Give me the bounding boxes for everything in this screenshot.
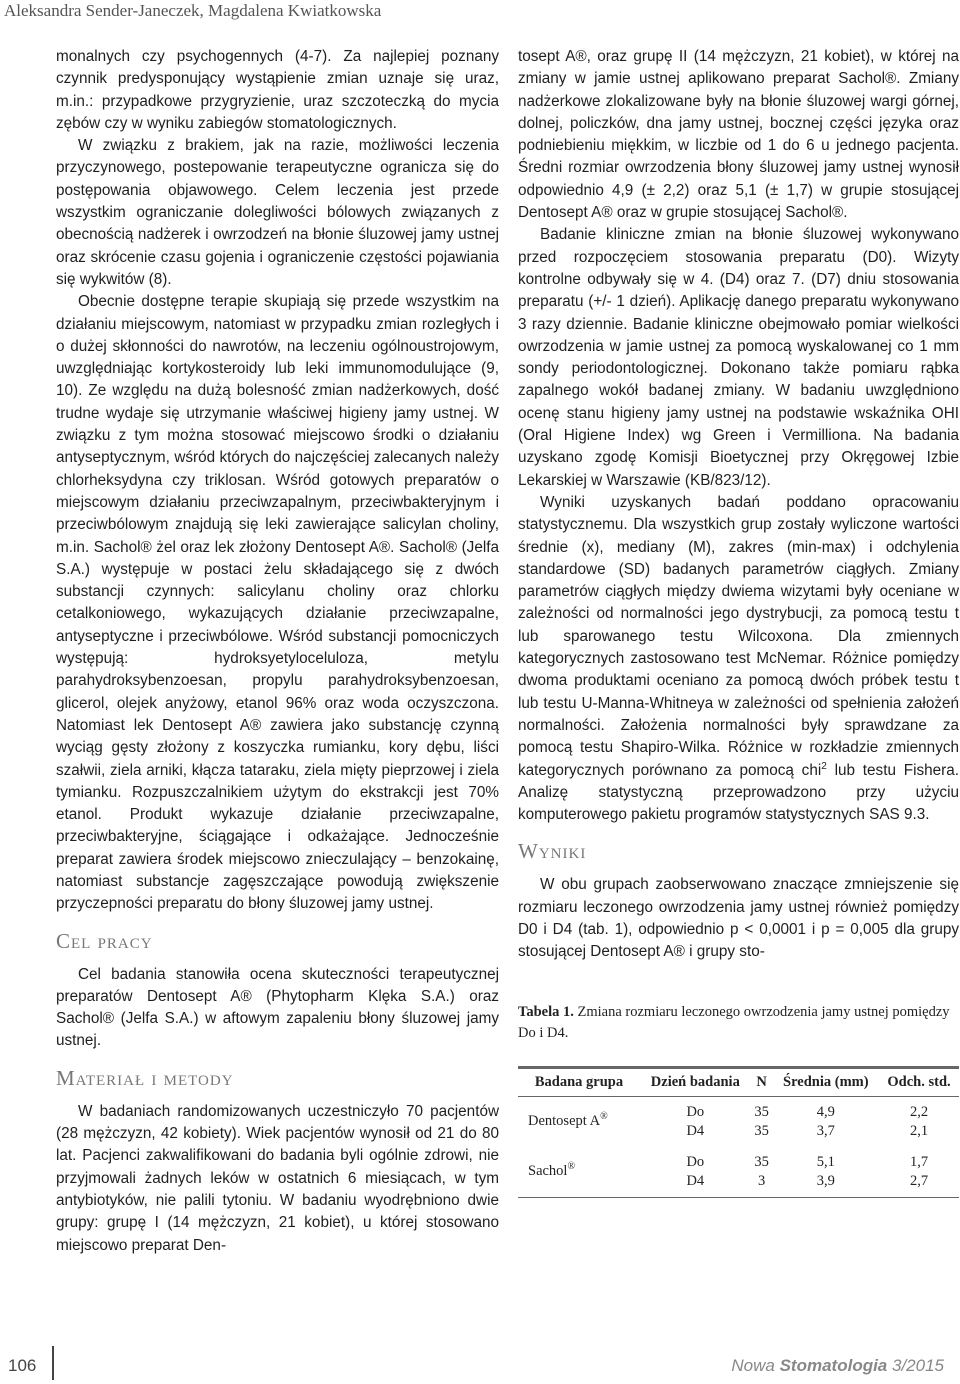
cell-value: 5,1 — [816, 1153, 835, 1170]
registered-mark: ® — [567, 1161, 576, 1173]
cell-value: 2,7 — [909, 1172, 929, 1189]
cell-value: 1,7 — [909, 1153, 929, 1170]
cell-value: D4 — [686, 1172, 705, 1189]
paragraph: W badaniach randomizowanych uczestniczyło 70 pacjentów (28 mężczyzn, 42 kobiety). Wiek pacjentów wynosił od 21 do 80 lat. Pacjenci zakwalifikowani do badania byli ogólnie zdrowi, nie przyjmowali żadnych leków w ostatnich 6 miesiącach, w tym antybiotyków, nie palili tytoniu. W badaniu wyodrębniono dwie grupy: grupę I (14 mężczyzn, 21 kobiet), u której stosowano miejscowo preparat Den- — [56, 1102, 499, 1254]
cell-value: 3 — [757, 1172, 766, 1189]
journal-issue: 3/2015 — [887, 1356, 944, 1375]
cell-value: D4 — [686, 1122, 705, 1139]
table-row — [518, 1096, 959, 1147]
journal-footer — [731, 1356, 944, 1376]
table-header-cell: N — [751, 1067, 773, 1096]
table-row — [518, 1147, 959, 1198]
table-header-cell: Odch. std. — [879, 1067, 959, 1096]
paragraph: monalnych czy psychogennych (4-7). Za najlepiej poznany czynnik predysponujący wystąpienie zmian uznaje się uraz, m.in.: przypadkowe przygryzienie, uraz szczoteczką do mycia zębów czy w wyniku zabiegów stomatologicznych. — [56, 48, 499, 132]
paragraph: Cel badania stanowiła ocena skuteczności terapeutycznej preparatów Dentosept A® (Phytopharm Klęka S.A.) oraz Sachol® (Jelfa S.A.) w aftowym zapaleniu błony śluzowej jamy ustnej. — [56, 965, 499, 1050]
group-label: Dentosept A — [528, 1113, 601, 1130]
footer-divider — [52, 1346, 54, 1380]
cell-value: 3,7 — [816, 1122, 835, 1139]
table-caption-label: Tabela 1. — [518, 1003, 574, 1020]
cell-value: 2,1 — [909, 1122, 929, 1139]
cell-value: 4,9 — [816, 1103, 835, 1120]
table-cell-day — [640, 1147, 751, 1198]
table-header-cell: Badana grupa — [518, 1067, 640, 1096]
table-cell-n — [751, 1147, 773, 1198]
cell-value: 3,9 — [816, 1172, 835, 1189]
paragraph — [518, 492, 959, 826]
table-cell-n — [751, 1096, 773, 1147]
journal-name-bold: Stomatologia — [779, 1356, 888, 1375]
table-cell-sd — [879, 1096, 959, 1147]
paragraph: Badanie kliniczne zmian na błonie śluzowej wykonywano przed rozpoczęciem stosowania preparatu (D0). Wizyty kontrolne odbywały się w 4. (D4) oraz 7. (D7) dniu stosowania preparatu (+/- 1 dzień). Aplikację danego preparatu wykonywano 3 razy dziennie. Badanie kliniczne obejmowało pomiar wielkości owrzodzenia w jamie ustnej za pomocą wyskalowanej co 1 mm sondy periodontologicznej. Dokonano także pomiaru rąbka zapalnego wokół badanej zmiany. W badaniu uwzględniono ocenę stanu higieny jamy ustnej na podstawie wskaźnika OHI (Oral Higiene Index) wg Green i Vermilliona. Na badania uzyskano zgodę Komisji Bioetycznej przy Okręgowej Izbie Lekarskiej w Warszawie (KB/823/12). — [518, 226, 959, 489]
paragraph: W obu grupach zaobserwowano znaczące zmniejszenie się rozmiaru leczonego owrzodzenia jamy ustnej również pomiędzy D0 i D4 (tab. 1), odpowiednio p < 0,0001 i p = 0,005 dla grupy stosującej Dentosept A® i grupy sto- — [518, 876, 959, 961]
cell-value: Do — [686, 1153, 705, 1170]
paragraph: tosept A®, oraz grupę II (14 mężczyzn, 21 kobiet), w której na zmiany w jamie ustnej aplikowano preparat Sachol®. Zmiany nadżerkowe zlokalizowane były na błonie śluzowej wargi górnej, dolnej, policzków, dna jamy ustnej, bocznej części języka oraz podniebieniu miękkim, w liczbie od 1 do 6 u jednego pacjenta. Średni rozmiar owrzodzenia błony śluzowej jamy ustnej wynosił odpowiednio 4,9 (± 2,2) oraz 5,1 (± 1,7) w grupie stosującej Dentosept A® oraz w grupie stosującej Sachol®. — [518, 48, 959, 222]
table-header-row — [518, 1067, 959, 1096]
section-heading-results: Wyniki — [518, 839, 587, 864]
right-column — [518, 46, 959, 1198]
page-number: 106 — [8, 1356, 37, 1375]
paragraph: W związku z brakiem, jak na razie, możliwości leczenia przyczynowego, postepowanie terapeutyczne ogranicza się do postępowania objawowego. Celem leczenia jest przede wszystkim ograniczanie dolegliwości bólowych związanych z obecnością nadżerek i owrzodzeń na błonie śluzowej jamy ustnej oraz skrócenie czasu gojenia i ograniczenie częstości pojawiania się wykwitów (8). — [56, 137, 499, 288]
paragraph-part: Wyniki uzyskanych badań poddano opracowaniu statystycznemu. Dla wszystkich grup zostały wyliczone wartości średnie (x), mediany (M), zakres (min-max) i odchylenia standardowe (SD) badanych parametrów ciągłych. Zmiany parametrów ciągłych między dwiema wizytami były oceniane w zależności od normalności jego dystrybucji, za pomocą testu t lub sparowanego testu Wilcoxona. Dla zmiennych kategorycznych zastosowano test McNemar. Różnice pomiędzy dwoma produktami oceniano za pomocą dwóch próbek testu t lub testu U-Manna-Whitneya w zależności od spełnienia założeń normalności. Założenia normalności były sprawdzane za pomocą testu Shapiro-Wilka. Różnice w rozkładzie zmiennych kategorycznych porównano za pomocą chi — [518, 493, 959, 779]
section-heading-methods: Materiał i metody — [56, 1065, 234, 1090]
table-caption-text: Zmiana rozmiaru leczonego owrzodzenia jamy ustnej pomiędzy Do i D4. — [518, 1003, 950, 1041]
registered-mark: ® — [600, 1111, 608, 1123]
table-header-cell: Dzień badania — [640, 1067, 751, 1096]
cell-value: Do — [686, 1103, 705, 1120]
table-header-cell: Średnia (mm) — [773, 1067, 879, 1096]
table-cell-day — [640, 1096, 751, 1147]
cell-value: 35 — [754, 1122, 769, 1139]
paragraph-part: lub testu Fishera. Analizę statystyczną przeprowadzono przy użyciu komputerowego pakietu programów statystycznych SAS 9.3. — [518, 761, 959, 824]
cell-value: 2,2 — [909, 1103, 929, 1120]
left-column — [56, 46, 499, 1257]
journal-name: Nowa — [731, 1356, 780, 1375]
table-cell-mean — [773, 1147, 879, 1198]
table-cell-group — [518, 1147, 640, 1198]
results-table — [518, 1066, 959, 1198]
cell-value: 35 — [754, 1153, 769, 1170]
table-cell-group — [518, 1096, 640, 1147]
group-label: Sachol — [528, 1163, 568, 1180]
table-cell-mean — [773, 1096, 879, 1147]
running-header-authors: Aleksandra Sender-Janeczek, Magdalena Kwiatkowska — [4, 1, 382, 20]
paragraph: Obecnie dostępne terapie skupiają się przede wszystkim na działaniu miejscowym, natomiast w przypadku zmian rozległych i o dużej skłonności do nawrotów, na leczeniu ogólnoustrojowym, uwzględniając kortykosteroidy lub leki immunomodulujące (9, 10). Ze względu na dużą bolesność zmian nadżerkowych, dość trudne wydaje się utrzymanie właściwej higieny jamy ustnej. W związku z tym można stosować miejscowo środki o działaniu antyseptycznym, wśród których do najczęściej zalecanych należy chlorheksydyna czy triklosan. Wśród gotowych preparatów o miejscowym działaniu przeciwzapalnym, przeciwbakteryjnym i przeciwbólowym znajdują się leki zawierające salicylan choliny, m.in. Sachol® żel oraz lek złożony Dentosept A®. Sachol® (Jelfa S.A.) występuje w postaci żelu składającego się z dwóch substancji czynnych: salicylanu choliny oraz chlorku cetalkoniowego, wykazujących działanie przeciwzapalne, antyseptyczne i przeciwbólowe. Wśród substancji pomocniczych występują: hydroksyetyloceluloza, metylu parahydroksybenzoesan, propylu parahydroksybenzoesan, glicerol, olejek anyżowy, etanol 96% oraz woda oczyszczona. Natomiast lek Dentosept A® zawiera jako substancję czynną wyciąg gęsty złożony z koszyczka rumianku, kory dębu, liści szałwii, ziela arniki, kłącza tataraku, ziela mięty pieprzowej i ziela tymianku. Rozpuszczalnikiem użytym do ekstrakcji jest 70% etanol. Produkt wykazuje działanie przeciwzapalne, przeciwbakteryjne, ściągające i odkażające. Jednocześnie preparat zawiera środek miejscowo znieczulający – benzokainę, natomiast substancje zagęszczające powodują zwiększenie przyczepności preparatu do błony śluzowej jamy ustnej. — [56, 293, 499, 913]
cell-value: 35 — [754, 1103, 769, 1120]
section-heading-aim: Cel pracy — [56, 928, 153, 953]
table-caption — [518, 1002, 959, 1044]
superscript: 2 — [821, 760, 827, 772]
table-cell-sd — [879, 1147, 959, 1198]
